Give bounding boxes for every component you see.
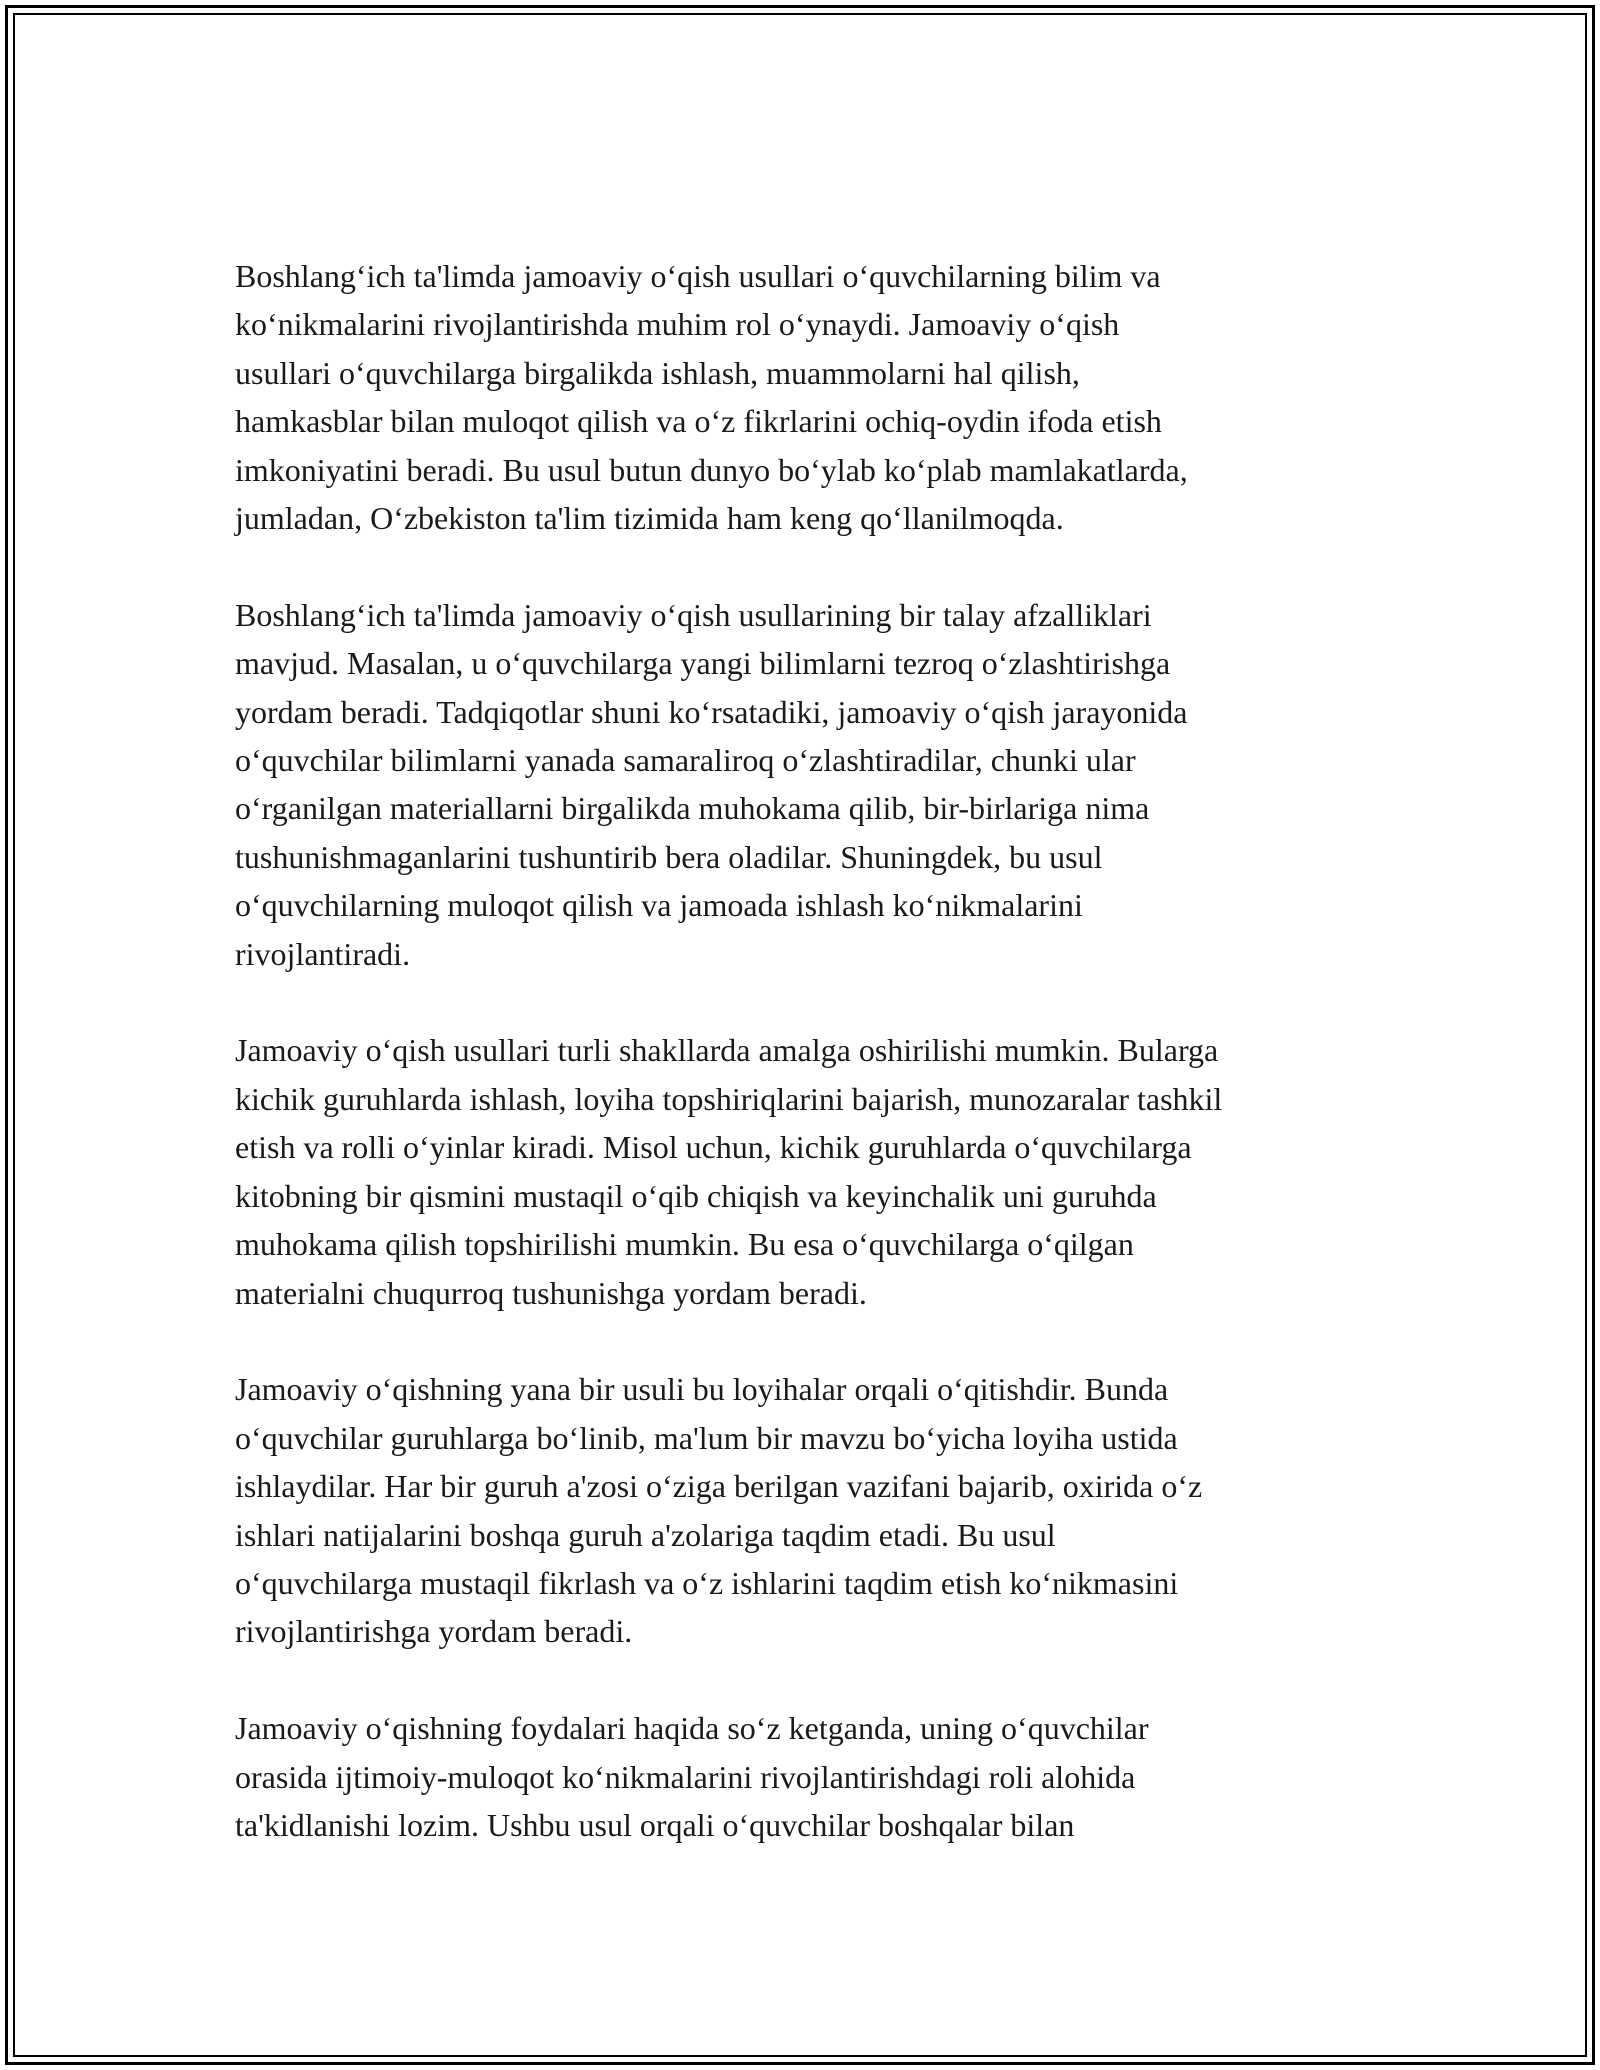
paragraph: Jamoaviy o‘qishning foydalari haqida so‘z ketganda, uning o‘quvchilar orasida ijtimoiy-muloqot ko‘nikmalarini rivojlantirishdagi roli alohida ta'kidlanishi lozim. Ushbu usul orqali o‘quvchilar boshqalar bilan [235, 1710, 1149, 1843]
paragraph: Jamoaviy o‘qishning yana bir usuli bu loyihalar orqali o‘qitishdir. Bunda o‘quvchilar guruhlarga bo‘linib, ma'lum bir mavzu bo‘yicha loyiha ustida ishlaydilar. Har bir guruh a'zosi o‘ziga berilgan vazifani bajarib, oxirida o‘z ishlari natijalarini boshqa guruh a'zolariga taqdim etadi. Bu usul o‘quvchilarga mustaqil fikrlash va o‘z ishlarini taqdim etish ko‘nikmasini rivojlantirishga yordam beradi. [235, 1371, 1203, 1650]
paragraph: Jamoaviy o‘qish usullari turli shakllarda amalga oshirilishi mumkin. Bularga kichik guruhlarda ishlash, loyiha topshiriqlarini bajarish, munozaralar tashkil etish va rolli o‘yinlar kiradi. Misol uchun, kichik guruhlarda o‘quvchilarga kitobning bir qismini mustaqil o‘qib chiqish va keyinchalik uni guruhda muhokama qilish topshirilishi mumkin. Bu esa o‘quvchilarga o‘qilgan materialni chuqurroq tushunishga yordam beradi. [235, 1032, 1223, 1311]
paragraph: Boshlang‘ich ta'limda jamoaviy o‘qish usullari o‘quvchilarning bilim va ko‘nikmalarini rivojlantirishda muhim rol o‘ynaydi. Jamoaviy o‘qish usullari o‘quvchilarga birgalikda ishlash, muammolarni hal qilish, hamkasblar bilan muloqot qilish va o‘z fikrlarini ochiq-oydin ifoda etish imkoniyatini beradi. Bu usul butun dunyo bo‘ylab ko‘plab mamlakatlarda, jumladan, O‘zbekiston ta'lim tizimida ham keng qo‘llanilmoqda. [235, 258, 1188, 537]
paragraph: Boshlang‘ich ta'limda jamoaviy o‘qish usullarining bir talay afzalliklari mavjud. Masalan, u o‘quvchilarga yangi bilimlarni tezroq o‘zlashtirishga yordam beradi. Tadqiqotlar shuni ko‘rsatadiki, jamoaviy o‘qish jarayonida o‘quvchilar bilimlarni yanada samaraliroq o‘zlashtiradilar, chunki ular o‘rganilgan materiallarni birgalikda muhokama qilib, bir-birlariga nima tushunishmaganlarini tushuntirib bera oladilar. Shuningdek, bu usul o‘quvchilarning muloqot qilish va jamoada ishlash ko‘nikmalarini rivojlantiradi. [235, 596, 1188, 972]
document-body [235, 252, 1375, 1898]
